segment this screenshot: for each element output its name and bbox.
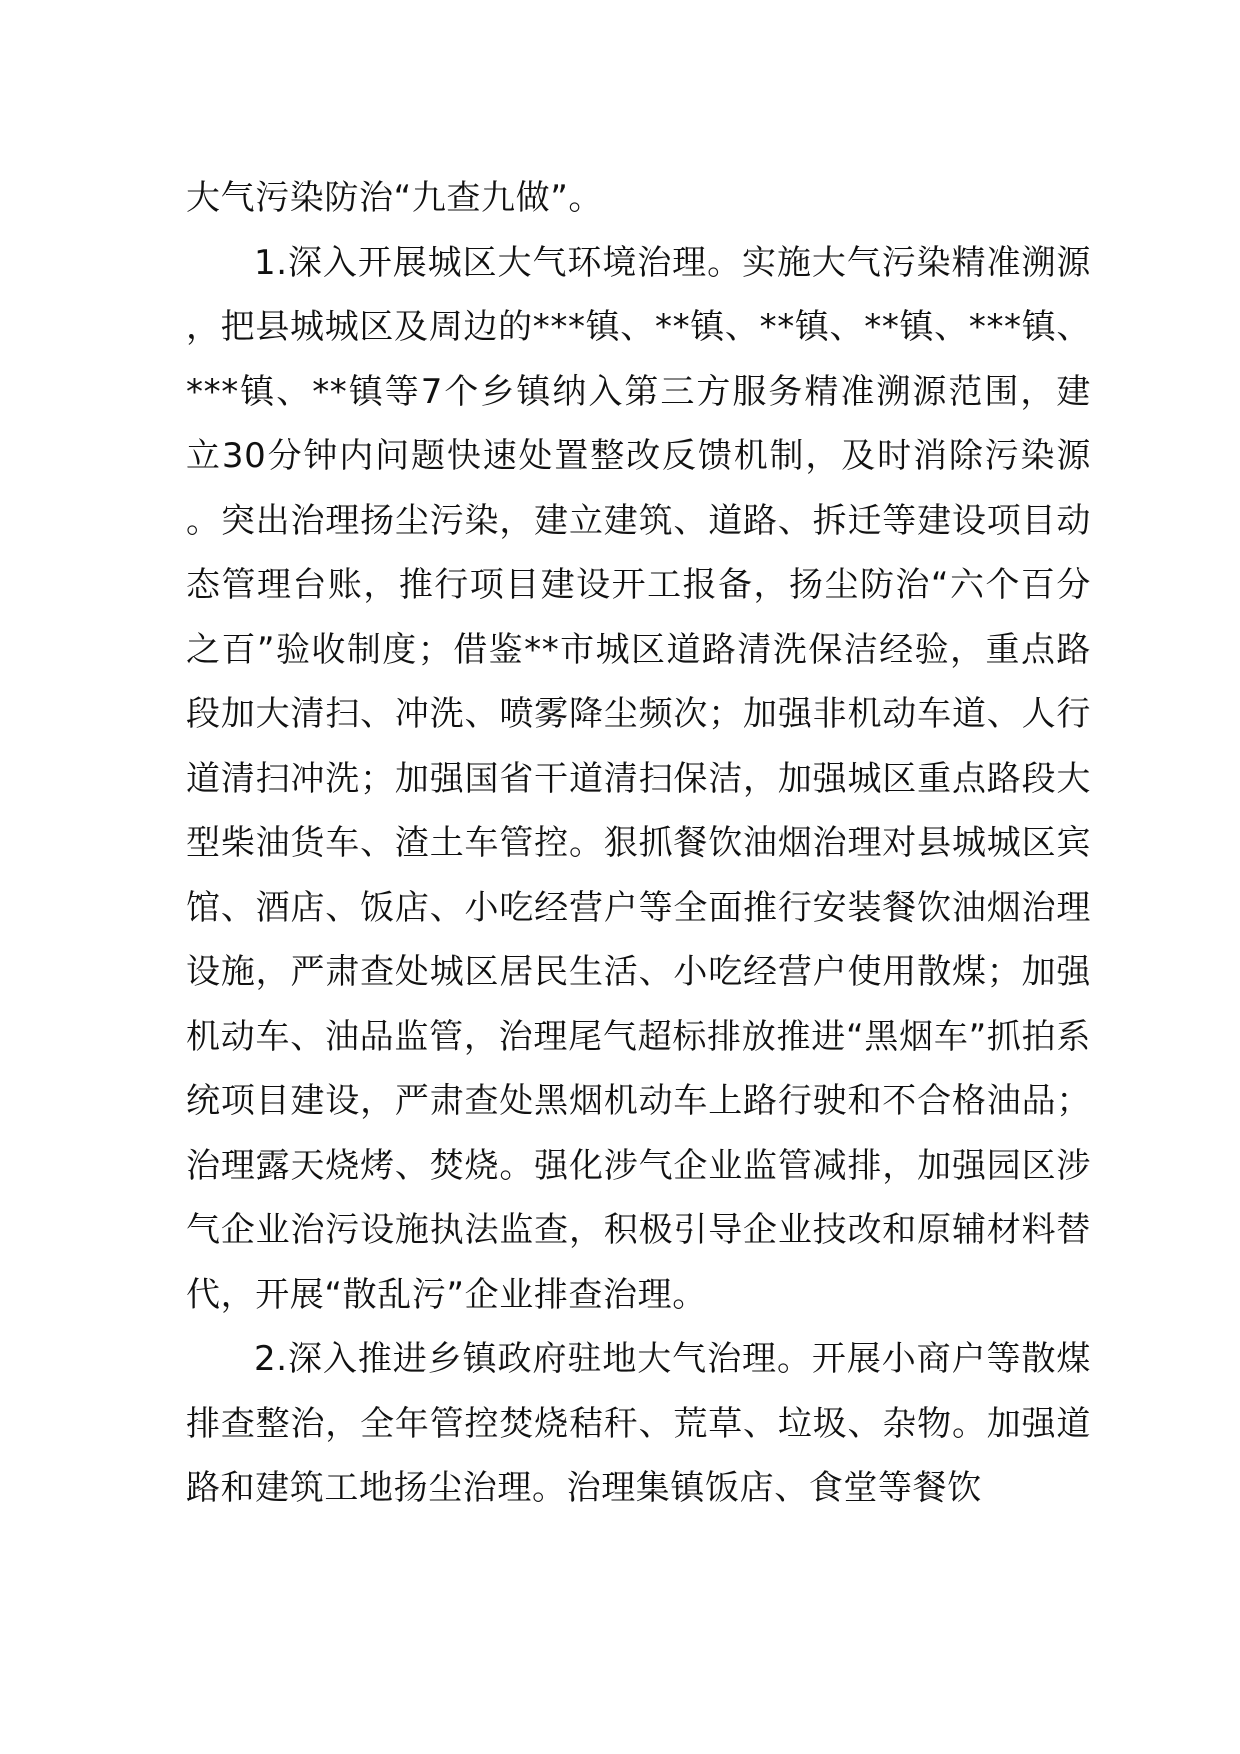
paragraph-item-2: 2.深入推进乡镇政府驻地大气治理。开展小商户等散煤排查整治，全年管控焚烧秸秆、荒草、垃圾、杂物。加强道路和建筑工地扬尘治理。治理集镇饭店、食堂等餐饮 xyxy=(186,1339,1091,1508)
paragraph-continuation: 大气污染防治“九查九做”。 xyxy=(186,178,604,218)
paragraph-item-1: 1.深入开展城区大气环境治理。实施大气污染精准溯源，把县城城区及周边的***镇、**镇、**镇、**镇、***镇、***镇、**镇等7个乡镇纳入第三方服务精准溯源范围，建立30分钟内问题快速处置整改反馈机制，及时消除污染源。突出治理扬尘污染，建立建筑、道路、拆迁等建设项目动态管理台账，推行项目建设开工报备，扬尘防治“六个百分之百”验收制度；借鉴**市城区道路清洗保洁经验，重点路段加大清扫、冲洗、喷雾降尘频次；加强非机动车道、人行道清扫冲洗；加强国省干道清扫保洁，加强城区重点路段大型柴油货车、渣土车管控。狠抓餐饮油烟治理对县城城区宾馆、酒店、饭店、小吃经营户等全面推行安装餐饮油烟治理设施，严肃查处城区居民生活、小吃经营户使用散煤；加强机动车、油品监管，治理尾气超标排放推进“黑烟车”抓拍系统项目建设，严肃查处黑烟机动车上路行驶和不合格油品；治理露天烧烤、焚烧。强化涉气企业监管减排，加强园区涉气企业治污设施执法监查，积极引导企业技改和原辅材料替代，开展“散乱污”企业排查治理。 xyxy=(186,242,1091,1315)
body-text xyxy=(186,166,1091,1521)
